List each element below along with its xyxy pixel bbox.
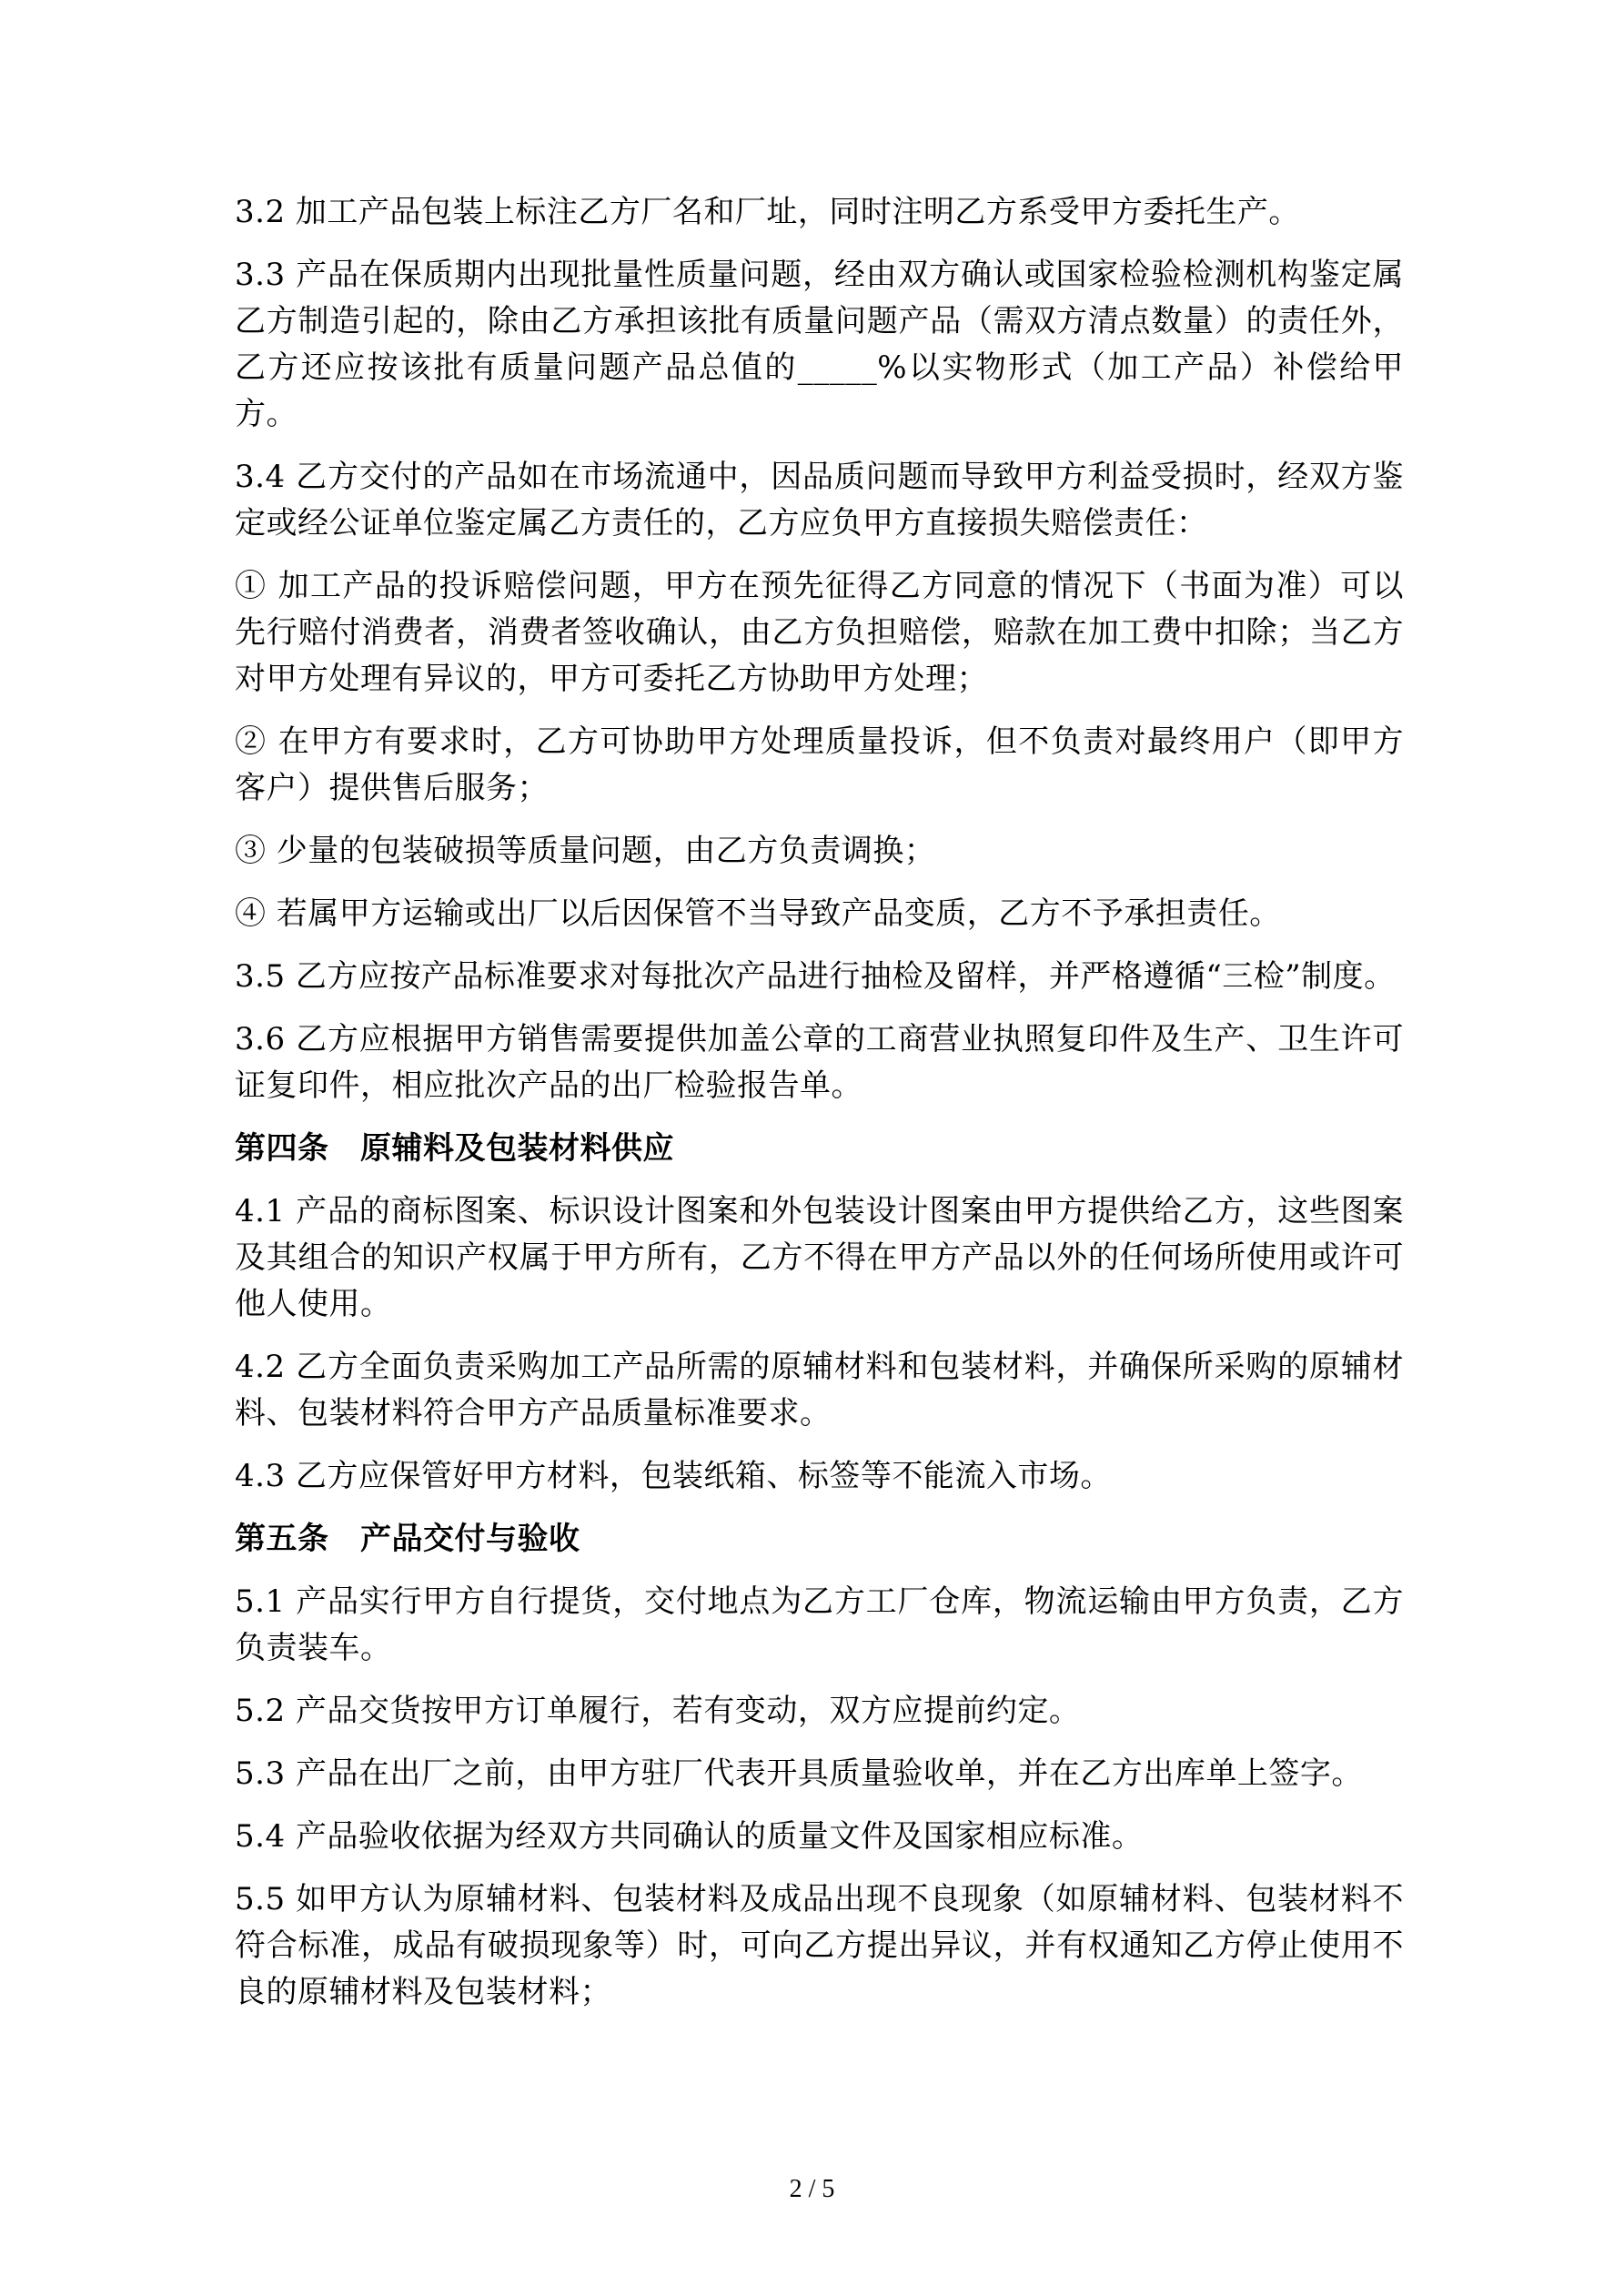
paragraph-4-1: 4.1 产品的商标图案、标识设计图案和外包装设计图案由甲方提供给乙方，这些图案及其组合的知识产权属于甲方所有，乙方不得在甲方产品以外的任何场所使用或许可他人使用。 <box>235 1193 1404 1322</box>
paragraph-3-5: 3.5 乙方应按产品标准要求对每批次产品进行抽检及留样，并严格遵循“三检”制度。 <box>235 958 1396 995</box>
paragraph-5-2: 5.2 产品交货按甲方订单履行，若有变动，双方应提前约定。 <box>235 1693 1081 1729</box>
paragraph-3-6: 3.6 乙方应根据甲方销售需要提供加盖公章的工商营业执照复印件及生产、卫生许可证复印件，相应批次产品的出厂检验报告单。 <box>235 1021 1404 1104</box>
document-body <box>235 189 1404 2032</box>
paragraph-4-2: 4.2 乙方全面负责采购加工产品所需的原辅材料和包装材料，并确保所采购的原辅材料、包装材料符合甲方产品质量标准要求。 <box>235 1349 1404 1431</box>
list-item-4: ④ 若属甲方运输或出厂以后因保管不当导致产品变质，乙方不予承担责任。 <box>235 895 1281 932</box>
paragraph-5-1: 5.1 产品实行甲方自行提货，交付地点为乙方工厂仓库，物流运输由甲方负责，乙方负责装车。 <box>235 1583 1404 1666</box>
paragraph-4-3: 4.3 乙方应保管好甲方材料，包装纸箱、标签等不能流入市场。 <box>235 1458 1112 1494</box>
list-item-3: ③ 少量的包装破损等质量问题，由乙方负责调换； <box>235 833 936 869</box>
paragraph-3-2: 3.2 加工产品包装上标注乙方厂名和厂址，同时注明乙方系受甲方委托生产。 <box>235 194 1300 230</box>
paragraph-3-4: 3.4 乙方交付的产品如在市场流通中，因品质问题而导致甲方利益受损时，经双方鉴定或经公证单位鉴定属乙方责任的，乙方应负甲方直接损失赔偿责任： <box>235 459 1404 541</box>
section-heading-5: 第五条 产品交付与验收 <box>235 1521 580 1557</box>
paragraph-5-3: 5.3 产品在出厂之前，由甲方驻厂代表开具质量验收单，并在乙方出库单上签字。 <box>235 1755 1363 1792</box>
list-item-2: ② 在甲方有要求时，乙方可协助甲方处理质量投诉，但不负责对最终用户（即甲方客户）提供售后服务； <box>235 723 1404 806</box>
paragraph-5-5: 5.5 如甲方认为原辅材料、包装材料及成品出现不良现象（如原辅材料、包装材料不符合标准，成品有破损现象等）时，可向乙方提出异议，并有权通知乙方停止使用不良的原辅材料及包装材料； <box>235 1881 1404 2010</box>
paragraph-5-4: 5.4 产品验收依据为经双方共同确认的质量文件及国家相应标准。 <box>235 1818 1144 1855</box>
page-number: 2 / 5 <box>789 2175 835 2203</box>
section-heading-4: 第四条 原辅料及包装材料供应 <box>235 1130 674 1167</box>
paragraph-3-3: 3.3 产品在保质期内出现批量性质量问题，经由双方确认或国家检验检测机构鉴定属乙方制造引起的，除由乙方承担该批有质量问题产品（需双方清点数量）的责任外，乙方还应按该批有质量问题产品总值的_____%以实物形式（加工产品）补偿给甲方。 <box>235 257 1404 432</box>
list-item-1: ① 加工产品的投诉赔偿问题，甲方在预先征得乙方同意的情况下（书面为准）可以先行赔付消费者，消费者签收确认，由乙方负担赔偿，赔款在加工费中扣除；当乙方对甲方处理有异议的，甲方可委托乙方协助甲方处理； <box>235 568 1404 697</box>
